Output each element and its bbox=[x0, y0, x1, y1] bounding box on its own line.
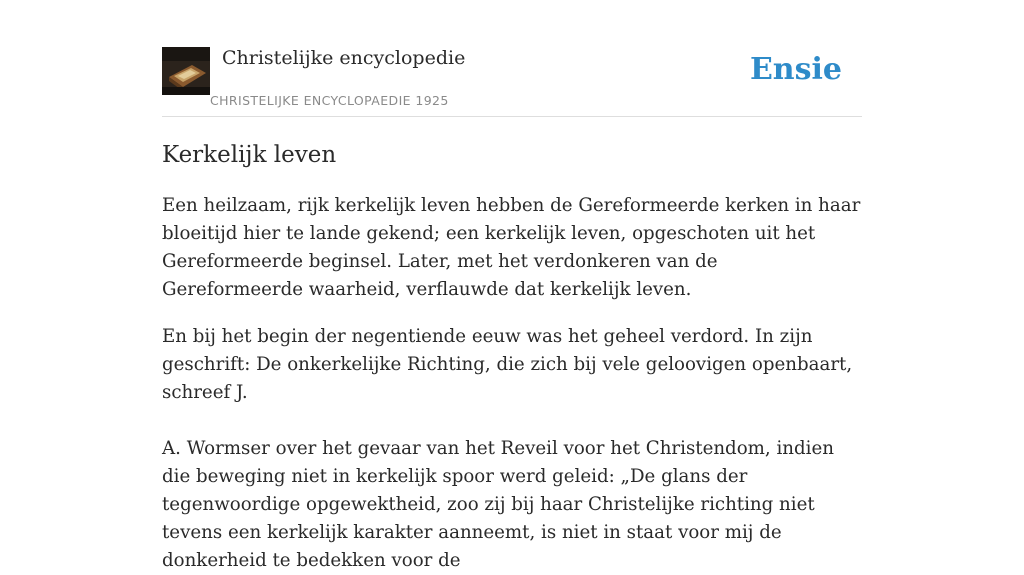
brand-logo-link[interactable]: Ensie bbox=[749, 52, 842, 87]
article-paragraph: En bij het begin der negentiende eeuw was het geheel verdord. In zijn geschrift: De onkerkelijke Richting, die zich bij vele geloovigen openbaart, schreef J. bbox=[162, 326, 853, 403]
article bbox=[162, 140, 862, 575]
article-title: Kerkelijk leven bbox=[162, 142, 337, 168]
article-paragraph: Een heilzaam, rijk kerkelijk leven hebben de Gereformeerde kerken in haar bloeitijd hier te lande gekend; een kerkelijk leven, opgeschoten uit het Gereformeerde beginsel. Later, met het verdonkeren van de Gereformeerde waarheid, verflauwde dat kerkelijk leven. bbox=[162, 195, 861, 300]
site-header bbox=[162, 46, 862, 117]
site-title[interactable]: Christelijke encyclopedie bbox=[222, 47, 466, 69]
article-paragraph: A. Wormser over het gevaar van het Reveil voor het Christendom, indien die beweging niet in kerkelijk spoor werd geleid: „De glans der tegenwoordige opgewektheid, zoo zij bij haar Christelijke richting niet tevens een kerkelijk karakter aanneemt, is niet in staat voor mij de donkerheid te bedekken voor de bbox=[162, 438, 834, 571]
book-cover-icon bbox=[162, 47, 210, 95]
site-subtitle: CHRISTELIJKE ENCYCLOPAEDIE 1925 bbox=[210, 93, 449, 108]
encyclopedia-avatar[interactable] bbox=[162, 47, 210, 95]
